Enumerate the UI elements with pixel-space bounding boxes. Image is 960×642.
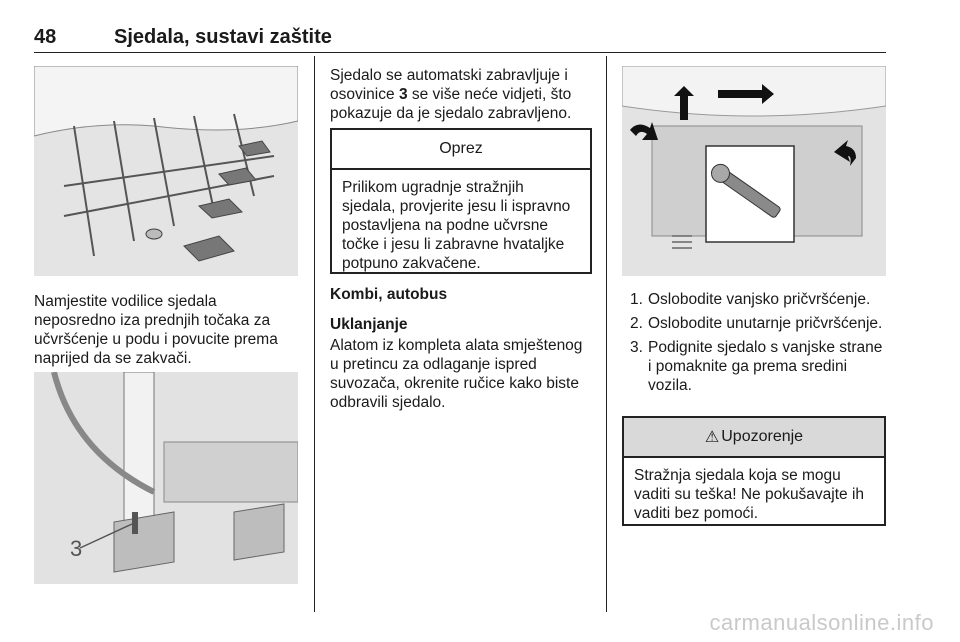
page-header (34, 26, 886, 53)
warning-box (622, 416, 886, 526)
step-item: 1. Oslobodite vanjsko pričvršćenje. (630, 291, 871, 308)
removal-text: Alatom iz kompleta alata smještenog u pretincu za odlaganje ispred suvozača, okrenite ručice kako biste odbravili sjedalo. (330, 337, 583, 411)
warning-title: Upozorenje (721, 428, 804, 445)
column-divider (606, 56, 607, 612)
subsection-heading: Kombi, autobus (330, 286, 448, 303)
warning-header (624, 418, 884, 458)
seat-removal-illustration (622, 66, 886, 276)
auto-lock-text: Sjedalo se automatski zabravljuje i osovinice 3 se više neće vidjeti, što pokazuje da je sjedalo zabravljeno. (330, 67, 572, 122)
caution-box (330, 128, 592, 274)
callout-3: 3 (70, 536, 83, 561)
page-number: 48 (34, 26, 57, 48)
seat-pins-illustration (34, 372, 298, 584)
rail-instructions: Namjestite vodilice sjedala neposredno iza prednjih točaka za učvršćenje u podu i povucite prema naprijed da se zakvači. (34, 293, 278, 367)
watermark: carmanualsonline.info (709, 610, 934, 635)
column-divider (314, 56, 315, 612)
step-item: 2. Oslobodite unutarnje pričvršćenje. (630, 315, 883, 332)
removal-steps (622, 290, 886, 400)
seat-rails-illustration (34, 66, 298, 276)
caution-text: Prilikom ugradnje stražnjih sjedala, provjerite jesu li ispravno postavljena na podne učvrsne točke i jesu li zabravne hvataljke potpuno zakvačene. (342, 179, 571, 272)
warning-triangle-icon: ⚠ (704, 429, 720, 446)
caution-title: Oprez (332, 130, 590, 170)
section-title: Sjedala, sustavi zaštite (114, 26, 332, 48)
removal-heading: Uklanjanje (330, 316, 408, 333)
warning-text: Stražnja sjedala koja se mogu vaditi su teška! Ne pokušavajte ih vaditi bez pomoći. (634, 467, 865, 522)
step-item: 3. Podignite sjedalo s vanjske strane i pomaknite ga prema sredini vozila. (630, 339, 883, 394)
